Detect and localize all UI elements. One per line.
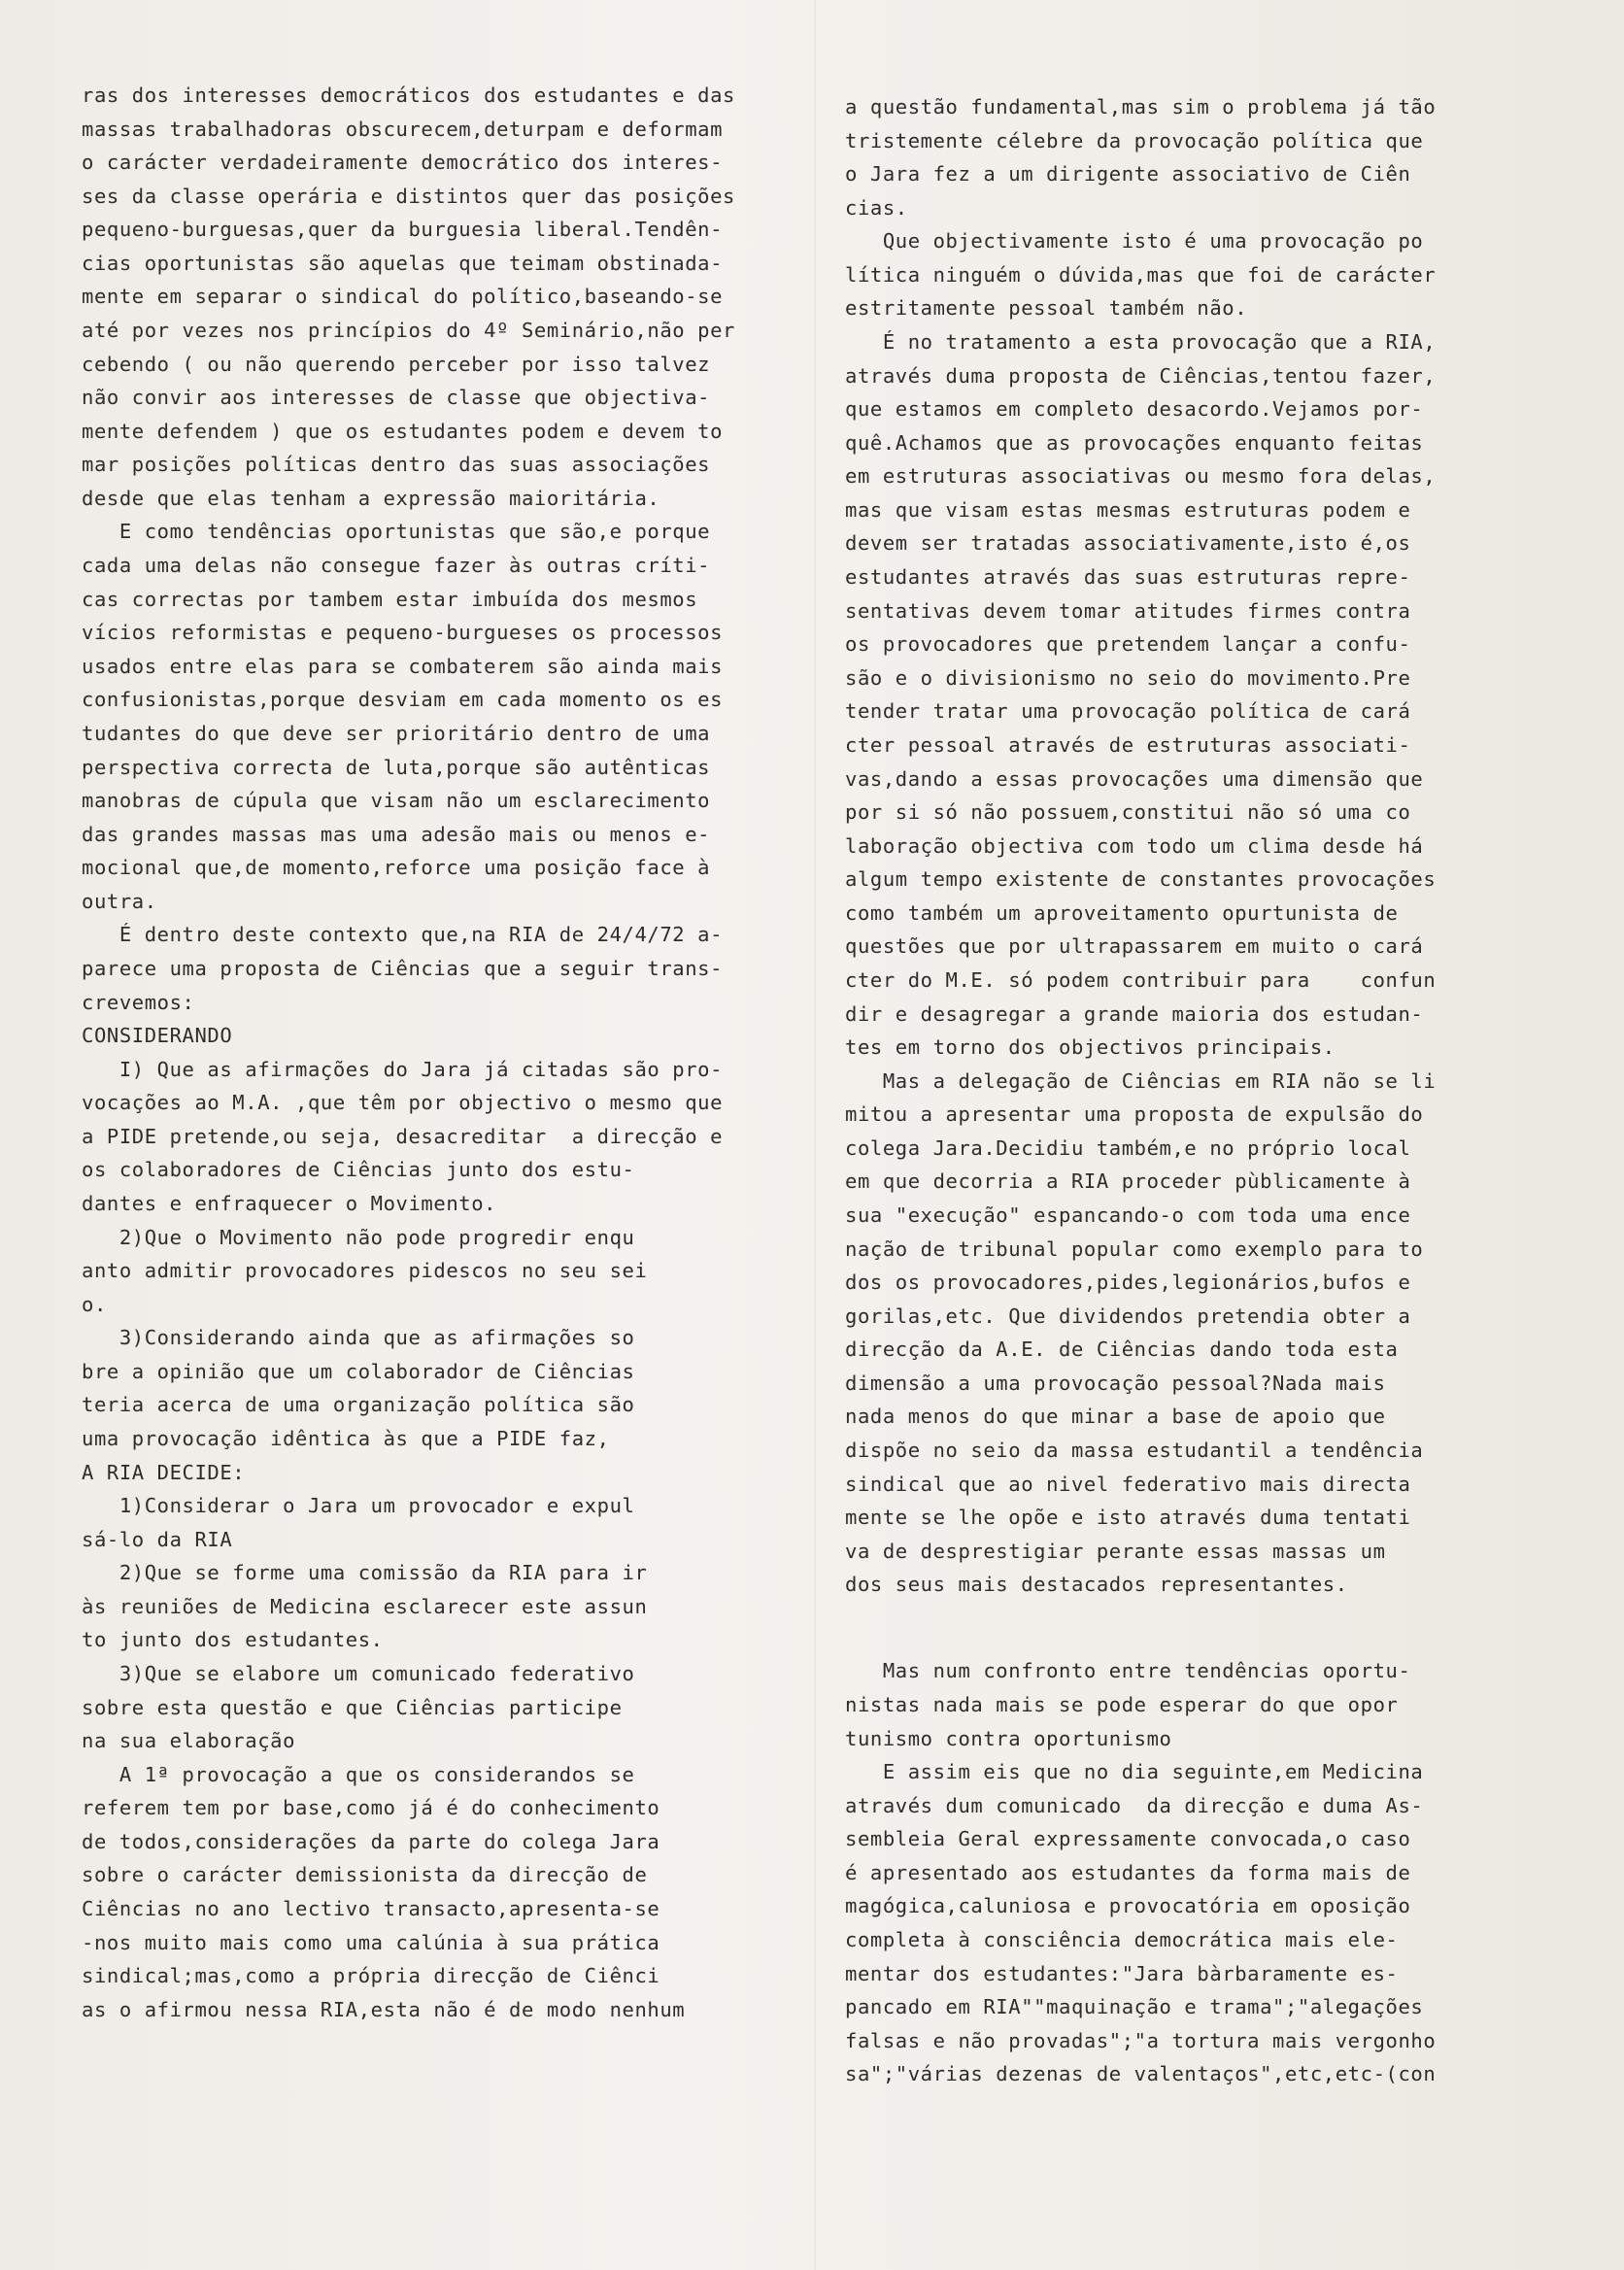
text-line: mentar dos estudantes:"Jara bàrbaramente es- bbox=[845, 1961, 1399, 1985]
text-line: A 1ª provocação a que os considerandos se bbox=[82, 1762, 635, 1786]
text-line: pancado em RIA""maquinação e trama";"alegações bbox=[845, 1995, 1424, 2019]
text-line: de todos,considerações da parte do colega Jara bbox=[82, 1829, 660, 1853]
text-line: mente defendem ) que os estudantes podem e devem to bbox=[82, 419, 724, 443]
text-line: massas trabalhadoras obscurecem,deturpam e deformam bbox=[82, 117, 724, 141]
text-line: referem tem por base,como já é do conhecimento bbox=[82, 1796, 660, 1820]
text-line: anto admitir provocadores pidescos no seu sei bbox=[82, 1259, 648, 1283]
text-line: sobre o carácter demissionista da direcção de bbox=[82, 1863, 648, 1887]
text-line: A RIA DECIDE: bbox=[82, 1460, 246, 1484]
text-line: dimensão a uma provocação pessoal?Nada mais bbox=[845, 1371, 1386, 1395]
text-line: dantes e enfraquecer o Movimento. bbox=[82, 1191, 497, 1215]
text-line: tristemente célebre da provocação política que bbox=[845, 128, 1424, 152]
text-line: cas correctas por tambem estar imbuída dos mesmos bbox=[82, 587, 698, 611]
text-line: manobras de cúpula que visam não um esclarecimento bbox=[82, 789, 711, 813]
text-line: 1)Considerar o Jara um provocador e expul bbox=[82, 1494, 635, 1518]
text-line: ses da classe operária e distintos quer das posições bbox=[82, 184, 735, 208]
text-line: É no tratamento a esta provocação que a RIA, bbox=[845, 330, 1437, 355]
text-line: sindical que ao nivel federativo mais directa bbox=[845, 1472, 1411, 1496]
text-line: que estamos em completo desacordo.Vejamos por- bbox=[845, 397, 1424, 422]
text-line: vícios reformistas e pequeno-burgueses os processos bbox=[82, 621, 724, 645]
text-line: magógica,caluniosa e provocatória em oposição bbox=[845, 1894, 1411, 1918]
text-line: vas,dando a essas provocações uma dimensão que bbox=[845, 766, 1424, 791]
text-line: o Jara fez a um dirigente associativo de Ciên bbox=[845, 162, 1411, 186]
text-line: to junto dos estudantes. bbox=[82, 1628, 384, 1652]
text-line: mitou a apresentar uma proposta de expulsão do bbox=[845, 1102, 1424, 1127]
text-line: cada uma delas não consegue fazer às outras críti- bbox=[82, 554, 711, 578]
text-line: E assim eis que no dia seguinte,em Medicina bbox=[845, 1760, 1424, 1784]
text-line: cias oportunistas são aquelas que teimam obstinada- bbox=[82, 251, 724, 275]
text-line: sembleia Geral expressamente convocada,o caso bbox=[845, 1827, 1411, 1851]
text-line: parece uma proposta de Ciências que a seguir trans- bbox=[82, 956, 724, 980]
text-line: a PIDE pretende,ou seja, desacreditar a direcção e bbox=[82, 1124, 724, 1148]
text-line: sindical;mas,como a própria direcção de Ciênci bbox=[82, 1964, 660, 1988]
text-line: questões que por ultrapassarem em muito o cará bbox=[845, 934, 1424, 959]
text-line: através dum comunicado da direcção e duma As- bbox=[845, 1793, 1424, 1817]
text-line: nação de tribunal popular como exemplo para to bbox=[845, 1237, 1424, 1261]
text-line: quê.Achamos que as provocações enquanto feitas bbox=[845, 430, 1424, 455]
text-line: desde que elas tenham a expressão maioritária. bbox=[82, 486, 660, 510]
text-line: Mas a delegação de Ciências em RIA não se li bbox=[845, 1068, 1437, 1093]
text-line: vocações ao M.A. ,que têm por objectivo o mesmo que bbox=[82, 1091, 724, 1115]
text-line: cebendo ( ou não querendo perceber por isso talvez bbox=[82, 352, 711, 376]
text-line: tudantes do que deve ser prioritário dentro de uma bbox=[82, 721, 711, 745]
text-line: cter pessoal através de estruturas associati- bbox=[845, 732, 1411, 757]
text-line: tender tratar uma provocação política de cará bbox=[845, 699, 1411, 724]
text-line: em estruturas associativas ou mesmo fora delas, bbox=[845, 464, 1437, 489]
text-line: não convir aos interesses de classe que objectiva- bbox=[82, 386, 711, 410]
text-line: cter do M.E. só podem contribuir para confun bbox=[845, 967, 1437, 992]
text-line: crevemos: bbox=[82, 990, 195, 1014]
text-line: o carácter verdadeiramente democrático dos interes- bbox=[82, 151, 724, 175]
text-line: Que objectivamente isto é uma provocação po bbox=[845, 229, 1424, 254]
text-line: colega Jara.Decidiu também,e no próprio local bbox=[845, 1135, 1411, 1160]
text-line: 3)Considerando ainda que as afirmações so bbox=[82, 1326, 635, 1350]
text-line: são e o divisionismo no seio do movimento.Pre bbox=[845, 665, 1411, 690]
text-line: laboração objectiva com todo um clima desde há bbox=[845, 833, 1424, 858]
text-line: na sua elaboração bbox=[82, 1729, 296, 1753]
text-line: das grandes massas mas uma adesão mais ou menos e- bbox=[82, 822, 711, 846]
text-line: mente se lhe opõe e isto através duma tentati bbox=[845, 1506, 1411, 1530]
text-line: CONSIDERANDO bbox=[82, 1024, 233, 1048]
text-line: nistas nada mais se pode esperar do que opor bbox=[845, 1693, 1399, 1717]
text-line: falsas e não provadas";"a tortura mais vergonho bbox=[845, 2028, 1437, 2052]
text-line: bre a opinião que um colaborador de Ciências bbox=[82, 1359, 635, 1383]
text-line: usados entre elas para se combaterem são ainda mais bbox=[82, 654, 724, 678]
text-line: tunismo contra oportunismo bbox=[845, 1726, 1172, 1750]
text-line: até por vezes nos princípios do 4º Seminário,não per bbox=[82, 319, 735, 343]
text-line: 2)Que se forme uma comissão da RIA para ir bbox=[82, 1561, 648, 1585]
text-line: sá-lo da RIA bbox=[82, 1527, 233, 1551]
text-line: outra. bbox=[82, 889, 157, 913]
text-line: por si só não possuem,constitui não só uma co bbox=[845, 800, 1411, 825]
text-line: estudantes através das suas estruturas repre- bbox=[845, 565, 1411, 590]
text-line: completa à consciência democrática mais ele- bbox=[845, 1928, 1399, 1952]
text-line: tes em torno dos objectivos principais. bbox=[845, 1035, 1336, 1060]
text-line: Ciências no ano lectivo transacto,apresenta-se bbox=[82, 1897, 660, 1921]
text-line: a questão fundamental,mas sim o problema já tão bbox=[845, 95, 1437, 119]
text-line: pequeno-burguesas,quer da burguesia liberal.Tendên- bbox=[82, 218, 724, 242]
text-line: sa";"várias dezenas de valentaços",etc,etc-(con bbox=[845, 2062, 1437, 2086]
text-line: direcção da A.E. de Ciências dando toda esta bbox=[845, 1338, 1399, 1362]
text-line: devem ser tratadas associativamente,isto é,os bbox=[845, 531, 1411, 556]
text-line: uma provocação idêntica às que a PIDE faz, bbox=[82, 1427, 610, 1450]
text-line: sentativas devem tomar atitudes firmes contra bbox=[845, 598, 1411, 623]
text-line: Mas num confronto entre tendências oportu- bbox=[845, 1659, 1411, 1683]
text-line: algum tempo existente de constantes provocações bbox=[845, 867, 1437, 892]
text-line: confusionistas,porque desviam em cada momento os es bbox=[82, 688, 724, 712]
text-line: o. bbox=[82, 1292, 107, 1316]
text-line: como também um aproveitamento opurtunista de bbox=[845, 900, 1399, 925]
text-line: dos seus mais destacados representantes. bbox=[845, 1573, 1348, 1597]
text-line: é apresentado aos estudantes da forma mais de bbox=[845, 1860, 1411, 1884]
text-line: dispõe no seio da massa estudantil a tendência bbox=[845, 1439, 1424, 1462]
text-line: mas que visam estas mesmas estruturas podem e bbox=[845, 497, 1411, 522]
text-line: I) Que as afirmações do Jara já citadas são pro- bbox=[82, 1057, 724, 1081]
text-line: mar posições políticas dentro das suas associações bbox=[82, 453, 711, 477]
text-line: É dentro deste contexto que,na RIA de 24/4/72 a- bbox=[82, 923, 724, 947]
text-line: ras dos interesses democráticos dos estudantes e das bbox=[82, 84, 735, 107]
text-line: sobre esta questão e que Ciências participe bbox=[82, 1695, 623, 1719]
text-line: 2)Que o Movimento não pode progredir enqu bbox=[82, 1225, 635, 1249]
text-line: mente em separar o sindical do político,baseando-se bbox=[82, 285, 724, 309]
text-line: os provocadores que pretendem lançar a confu- bbox=[845, 632, 1411, 657]
text-line: dos os provocadores,pides,legionários,bufos e bbox=[845, 1271, 1411, 1295]
text-line: através duma proposta de Ciências,tentou fazer, bbox=[845, 363, 1437, 388]
text-line: estritamente pessoal também não. bbox=[845, 296, 1248, 321]
text-line: va de desprestigiar perante essas massas um bbox=[845, 1539, 1386, 1563]
text-line: às reuniões de Medicina esclarecer este assun bbox=[82, 1594, 648, 1618]
text-line: as o afirmou nessa RIA,esta não é de modo nenhum bbox=[82, 1997, 686, 2021]
text-line: 3)Que se elabore um comunicado federativo bbox=[82, 1662, 635, 1686]
text-line: dir e desagregar a grande maioria dos estudan- bbox=[845, 1001, 1424, 1026]
page-fold bbox=[814, 0, 816, 2270]
text-line: sua "execução" espancando-o com toda uma ence bbox=[845, 1203, 1411, 1227]
text-line: os colaboradores de Ciências junto dos estu- bbox=[82, 1158, 635, 1182]
text-line: perspectiva correcta de luta,porque são autênticas bbox=[82, 755, 711, 779]
text-line: cias. bbox=[845, 195, 908, 220]
text-line: -nos muito mais como uma calúnia à sua prática bbox=[82, 1930, 660, 1954]
text-line: lítica ninguém o dúvida,mas que foi de carácter bbox=[845, 262, 1437, 287]
text-line: mocional que,de momento,reforce uma posição face à bbox=[82, 856, 711, 880]
text-line: em que decorria a RIA proceder pùblicamente à bbox=[845, 1169, 1411, 1194]
text-line: teria acerca de uma organização política são bbox=[82, 1393, 635, 1417]
text-line: gorilas,etc. Que dividendos pretendia obter a bbox=[845, 1304, 1411, 1328]
text-line: nada menos do que minar a base de apoio que bbox=[845, 1405, 1386, 1429]
text-line: E como tendências oportunistas que são,e porque bbox=[82, 520, 711, 544]
